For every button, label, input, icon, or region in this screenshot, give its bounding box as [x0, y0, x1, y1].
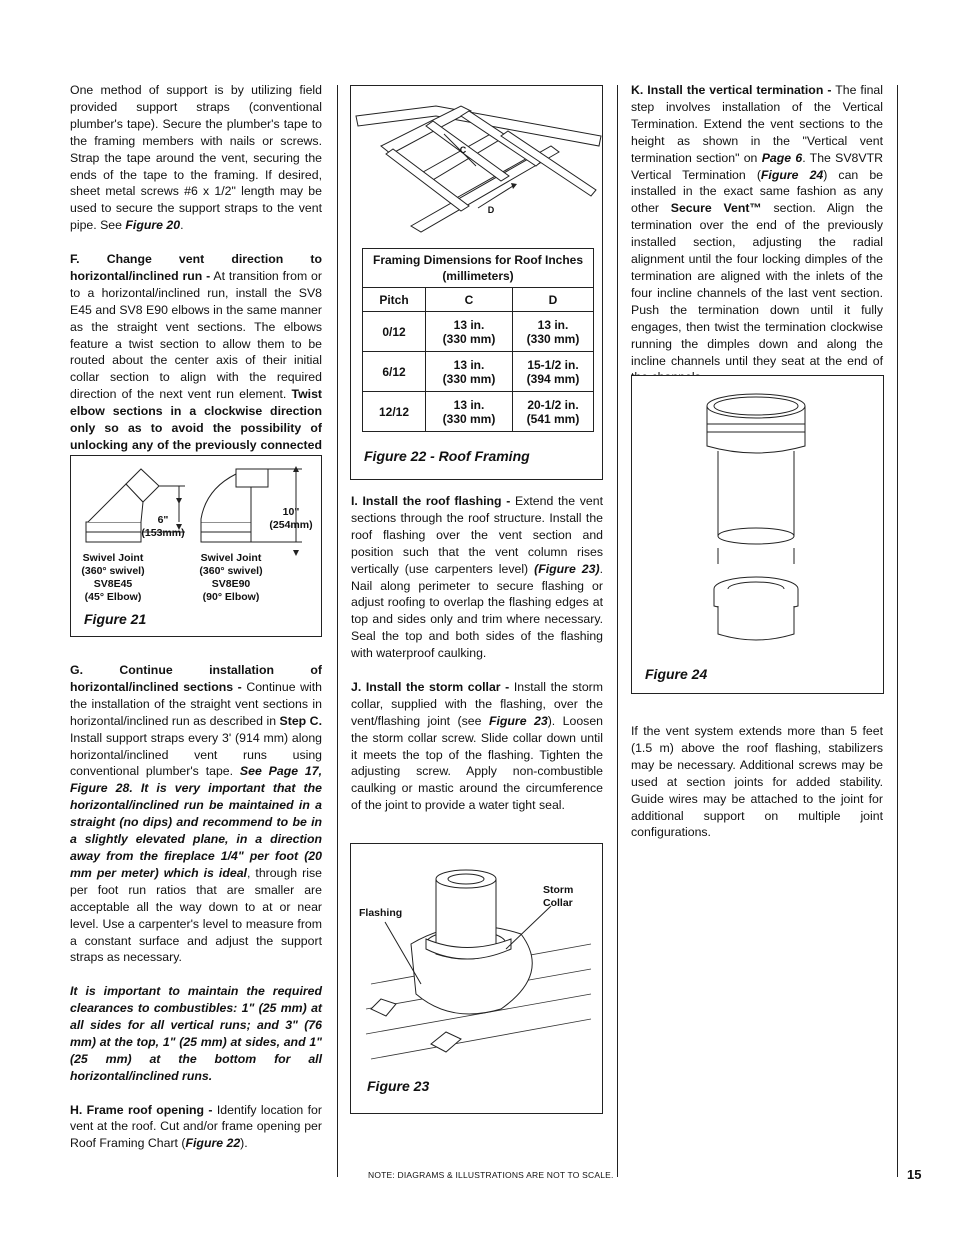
header-c: C [426, 288, 513, 312]
left-column [70, 82, 322, 505]
section-g: G. Continue installation of horizontal/inclined sections - Continue with the installation of the straight vent sections in horizontal/inclined run as described in Step C. Install support straps every 3' (914 mm) along horizontal/inclined vent runs using conventional plumber's tape. See Page 17, Figure 28. It is very important that the horizontal/inclined run be maintained in a straight (no dips) and recommend to be in a slightly elevated plane, in a direction away from the fireplace 1/4" per foot (20 mm per meter) which is ideal, through rise per foot run ratios that are smaller are acceptable all the way down to at or near level. Use a carpenter's level to measure from a constant surface and adjust the support straps as necessary. [70, 663, 323, 965]
stabilizer-paragraph: If the vent system extends more than 5 feet (1.5 m) above the roof flashing, stabilizers may be necessary. Additional screws may be used at section joints for added stability. Guide wires may be attached to the joint for additional support on multiple joint configurations. [631, 724, 883, 840]
header-d: D [513, 288, 594, 312]
column-rule-1 [337, 85, 338, 1177]
label-c: C [459, 145, 467, 155]
figure-22 [350, 85, 603, 480]
table-row: 6/12 13 in. (330 mm) 15-1/2 in. (394 mm) [363, 352, 594, 392]
label-d: D [487, 205, 495, 215]
column-rule-2 [617, 85, 618, 1177]
roof-framing-table [362, 248, 594, 432]
table-title: Framing Dimensions for Roof Inches (millimeters) [363, 249, 594, 288]
middle-column [351, 493, 603, 831]
dim-10in: 10" (254mm) [269, 506, 313, 531]
figure-24-caption: Figure 24 [645, 666, 708, 682]
table-row: 0/12 13 in. (330 mm) 13 in. (330 mm) [363, 312, 594, 352]
figure-23-caption: Figure 23 [367, 1078, 430, 1094]
page-number: 15 [907, 1167, 922, 1182]
section-f: F. Change vent direction to horizontal/inclined run - At transition from or to a horizontal/inclined run, install the SV8 E45 and SV8 E90 elbows in the same manner as the straight vent sections. The elbows feature a twist section to allow them to be routed about the center axis of their initial collar section to align with the required direction of the next vent run element. Twist elbow sections in a clockwise direction only so as to avoid the possibility of unlocking any of the previously connected [70, 252, 322, 453]
roof-framing-drawing [351, 86, 602, 236]
elbow-45-label: Swivel Joint (360° swivel) SV8E45 (45° Elbow) [81, 552, 145, 603]
section-j: J. Install the storm collar - Install the storm collar, supplied with the flashing, over the vent/flashing joint (see Figure 23). Loosen the storm collar screw. Slide collar down until it meets the top of the flashing. Tighten the adjusting screw. Apply non-combustible caulking or mastic around the circumference of the joint to provide a water tight seal. [351, 679, 604, 813]
figure-22-caption: Figure 22 - Roof Framing [364, 448, 530, 464]
section-h: H. Frame roof opening - Identify location for vent at the roof. Cut and/or frame opening per Roof Framing Chart (Figure 22). [70, 1102, 322, 1151]
footer-note: NOTE: DIAGRAMS & ILLUSTRATIONS ARE NOT TO SCALE. [368, 1170, 614, 1180]
right-column-lower [631, 723, 883, 858]
figure-23 [350, 843, 603, 1114]
dim-6in: 6" (153mm) [141, 514, 185, 539]
support-paragraph: One method of support is by utilizing field provided support straps (conventional plumber's tape). Secure the plumber's tape to the framing members with nails or screws. Strap the tape around the vent, securing the ends of the tape to the framing. If desired, sheet metal screws #6 x 1/2" length may be used to secure the support straps to the vent pipe. See Figure 20. [70, 83, 322, 233]
vertical-termination-drawing [632, 376, 883, 676]
label-storm-collar: Storm Collar [543, 884, 574, 909]
figure-21-caption: Figure 21 [84, 611, 147, 627]
label-flashing: Flashing [359, 907, 403, 919]
right-column [631, 82, 883, 403]
table-row: 12/12 13 in. (330 mm) 20-1/2 in. (541 mm) [363, 392, 594, 432]
figure-24 [631, 375, 884, 694]
section-i: I. Install the roof flashing - Extend the vent sections through the roof structure. Install the roof flashing over the vent section and position such that the vent column rises vertically (use carpenters level) (Figure 23). Nail along perimeter to secure flashing or adjust roofing to overlap the flashing edges at top and sides only and trim where necessary. Seal the top and both sides of the flashing with waterproof caulking. [351, 494, 603, 661]
section-k: K. Install the vertical termination - The final step involves installation of the Vertical Termination. Extend the vent sections to the height as shown in the "Vertical vent termination section" on Page 6. The SV8VTR Vertical Termination (Figure 24) can be installed in the exact same fashion as any other Secure Vent™ section. Align the termination over the end of the previously installed section, adjusting the radial alignment until the four locking dimples of the termination are aligned with the inlets of the four incline channels of the last vent section. Push the termination down until it fully engages, then twist the termination clockwise running the dimples down and along the incline channels until they seat at the end of [631, 83, 884, 368]
elbow-90-label: Swivel Joint (360° swivel) SV8E90 (90° Elbow) [199, 552, 263, 603]
left-column-lower [70, 662, 322, 1169]
clearance-warning: It is important to maintain the required clearances to combustibles: 1" (25 mm) at all sides for all vertical runs; and 3" (76 mm) at the top, 1" (25 mm) at sides, and 1" (25 mm) at the bottom for all horizontal/inclined runs. [70, 984, 322, 1083]
column-rule-3 [897, 85, 898, 1177]
figure-21 [70, 455, 322, 637]
header-pitch: Pitch [363, 288, 426, 312]
